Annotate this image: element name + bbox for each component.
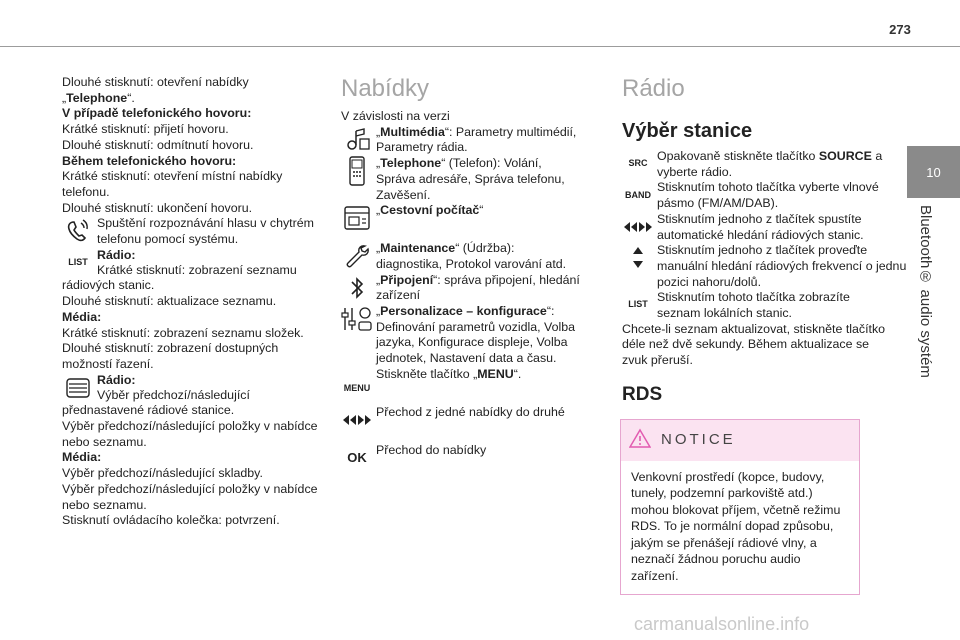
phone-icon [341, 156, 373, 186]
text-line: Dlouhé stisknutí: zobrazení dostupných možností řazení. [62, 341, 279, 371]
column-menus [341, 75, 581, 473]
text-line: Dlouhé stisknutí: odmítnutí hovoru. [62, 137, 254, 152]
menu-text: „Personalizace – konfigurace“: Definování parametrů vozidla, Volba jazyka, Konfigurace displeje, Volba jednotek, Nastavení data a času. [376, 304, 576, 366]
left-right-arrows-icon [341, 405, 373, 435]
page-number: 273 [889, 22, 911, 37]
during-call-heading: V případě telefonického hovoru: [62, 106, 252, 121]
menu-text: „Připojení“: správa připojení, hledání zařízení [376, 272, 580, 303]
band-text: Stisknutím tohoto tlačítka vyberte vlnové pásmo (FM/AM/DAB). [657, 180, 879, 211]
text-line: Výběr předchozí/následující položky v nabídce nebo seznamu. [62, 481, 318, 512]
arrows-text: Přechod z jedné nabídky do druhé [376, 404, 565, 419]
ok-text: Přechod do nabídky [376, 442, 487, 457]
chapter-tab[interactable]: 10 [907, 146, 960, 198]
text-line: Stisknutí ovládacího kolečka: potvrzení. [62, 513, 280, 528]
menu-text: „Multimédia“: Parametry multimédií, Parametry rádia. [376, 124, 577, 155]
long-press-telephone: Dlouhé stisknutí: otevření nabídky „Telephone“. [62, 75, 249, 105]
voice-row [62, 216, 322, 247]
text-line: Krátké stisknutí: otevření místní nabídky telefonu. [62, 169, 283, 199]
text-line: Výběr předchozí/následující skladby. [62, 466, 263, 481]
bluetooth-icon [341, 273, 373, 303]
refresh-text: Chcete-li seznam aktualizovat, stiskněte tlačítko déle než dvě sekundy. Během aktualizace se zvuk přeruší. [622, 321, 886, 368]
seek-row [622, 212, 886, 243]
station-list-text: Stisknutím tohoto tlačítka zobrazíte seznam lokálních stanic. [657, 290, 850, 321]
menu-text: „Maintenance“ (Údržba): diagnostika, Protokol varování atd. [376, 241, 567, 271]
text-line: Krátké stisknutí: zobrazení seznamu rádiových stanic. [62, 262, 297, 293]
notice-header [621, 420, 859, 461]
menu-button-row [341, 367, 581, 397]
radio-title: Rádio [622, 75, 685, 102]
menu-item-telephone [341, 156, 581, 203]
arrows-row [341, 405, 581, 435]
up-down-arrows-icon [622, 243, 654, 273]
menu-button-text: Stiskněte tlačítko „MENU“. [376, 366, 522, 381]
wheel-radio-label: Rádio: [97, 372, 136, 387]
menu-item-personalisation [341, 304, 581, 367]
manual-tune-row [622, 243, 907, 290]
menu-item-trip-computer [341, 203, 581, 233]
list-icon: LIST [68, 256, 88, 267]
thumbwheel-icon [62, 373, 94, 403]
notice-title: NOTICE [661, 431, 736, 449]
source-row [622, 149, 886, 180]
voice-text: Spuštění rozpoznávání hlasu v chytrém telefonu pomocí systému. [97, 216, 314, 247]
notice-box [620, 419, 860, 595]
multimedia-icon [341, 125, 373, 155]
rds-heading: RDS [622, 383, 663, 405]
wheel-media-label: Média: [62, 450, 102, 465]
band-icon: BAND [625, 189, 651, 200]
menu-text: „Cestovní počítač“ [376, 203, 484, 218]
text-line: Dlouhé stisknutí: ukončení hovoru. [62, 200, 253, 215]
text-line: Dlouhé stisknutí: aktualizace seznamu. [62, 294, 277, 309]
text-line: Výběr předchozí/následující přednastavené rádiové stanice. [62, 387, 250, 418]
notice-text: Venkovní prostředí (kopce, budovy, tunely, podzemní parkoviště atd.) mohou blokovat příjem, včetně režimu RDS. To je normální dopad způsobu, jakým se přenášejí rádiové vlny, a neznačí žádnou poruchu audio zařízení. [631, 469, 841, 583]
media-label: Média: [62, 309, 102, 324]
trip-computer-icon [341, 203, 373, 233]
menus-title: Nabídky [341, 75, 430, 102]
station-select-heading: Výběr stanice [622, 120, 753, 142]
warning-icon [629, 428, 651, 453]
source-icon: SRC [628, 158, 648, 169]
left-right-arrows-icon [622, 212, 654, 242]
band-row [622, 180, 886, 211]
text-line: Krátké stisknutí: zobrazení seznamu složek. [62, 325, 304, 340]
list-icon: LIST [628, 299, 648, 310]
text-line: Výběr předchozí/následující položky v nabídce nebo seznamu. [62, 419, 318, 449]
menu-item-multimedia [341, 125, 581, 156]
manual-tune-text: Stisknutím jednoho z tlačítek proveďte manuální hledání rádiových frekvencí o jednu pozici nahoru/dolů. [657, 243, 907, 289]
seek-text: Stisknutím jednoho z tlačítek spustíte automatické hledání rádiových stanic. [657, 211, 864, 242]
source-text: Opakovaně stiskněte tlačítko SOURCE a vyberte rádio. [657, 149, 883, 179]
column-radio [622, 75, 907, 595]
settings-sliders-icon [341, 304, 373, 334]
in-call-heading: Během telefonického hovoru: [62, 153, 237, 168]
text-line: Krátké stisknutí: přijetí hovoru. [62, 122, 229, 137]
ok-icon: OK [347, 449, 367, 465]
voice-recognition-icon [62, 216, 94, 246]
intro-text: V závislosti na verzi [341, 109, 450, 123]
column-controls [62, 75, 322, 529]
watermark: carmanualsonline.info [634, 614, 810, 634]
menu-item-maintenance [341, 241, 581, 272]
radio-label: Rádio: [97, 247, 136, 262]
ok-row [341, 443, 581, 473]
chapter-title: Bluetooth® audio systém [917, 205, 934, 378]
station-list-row [622, 290, 886, 321]
menu-item-connections [341, 273, 581, 304]
wrench-icon [341, 241, 373, 271]
header-rule [0, 46, 960, 47]
menu-text: „Telephone“ (Telefon): Volání, Správa adresáře, Správa telefonu, Zavěšení. [376, 156, 565, 202]
menu-icon: MENU [343, 383, 371, 394]
